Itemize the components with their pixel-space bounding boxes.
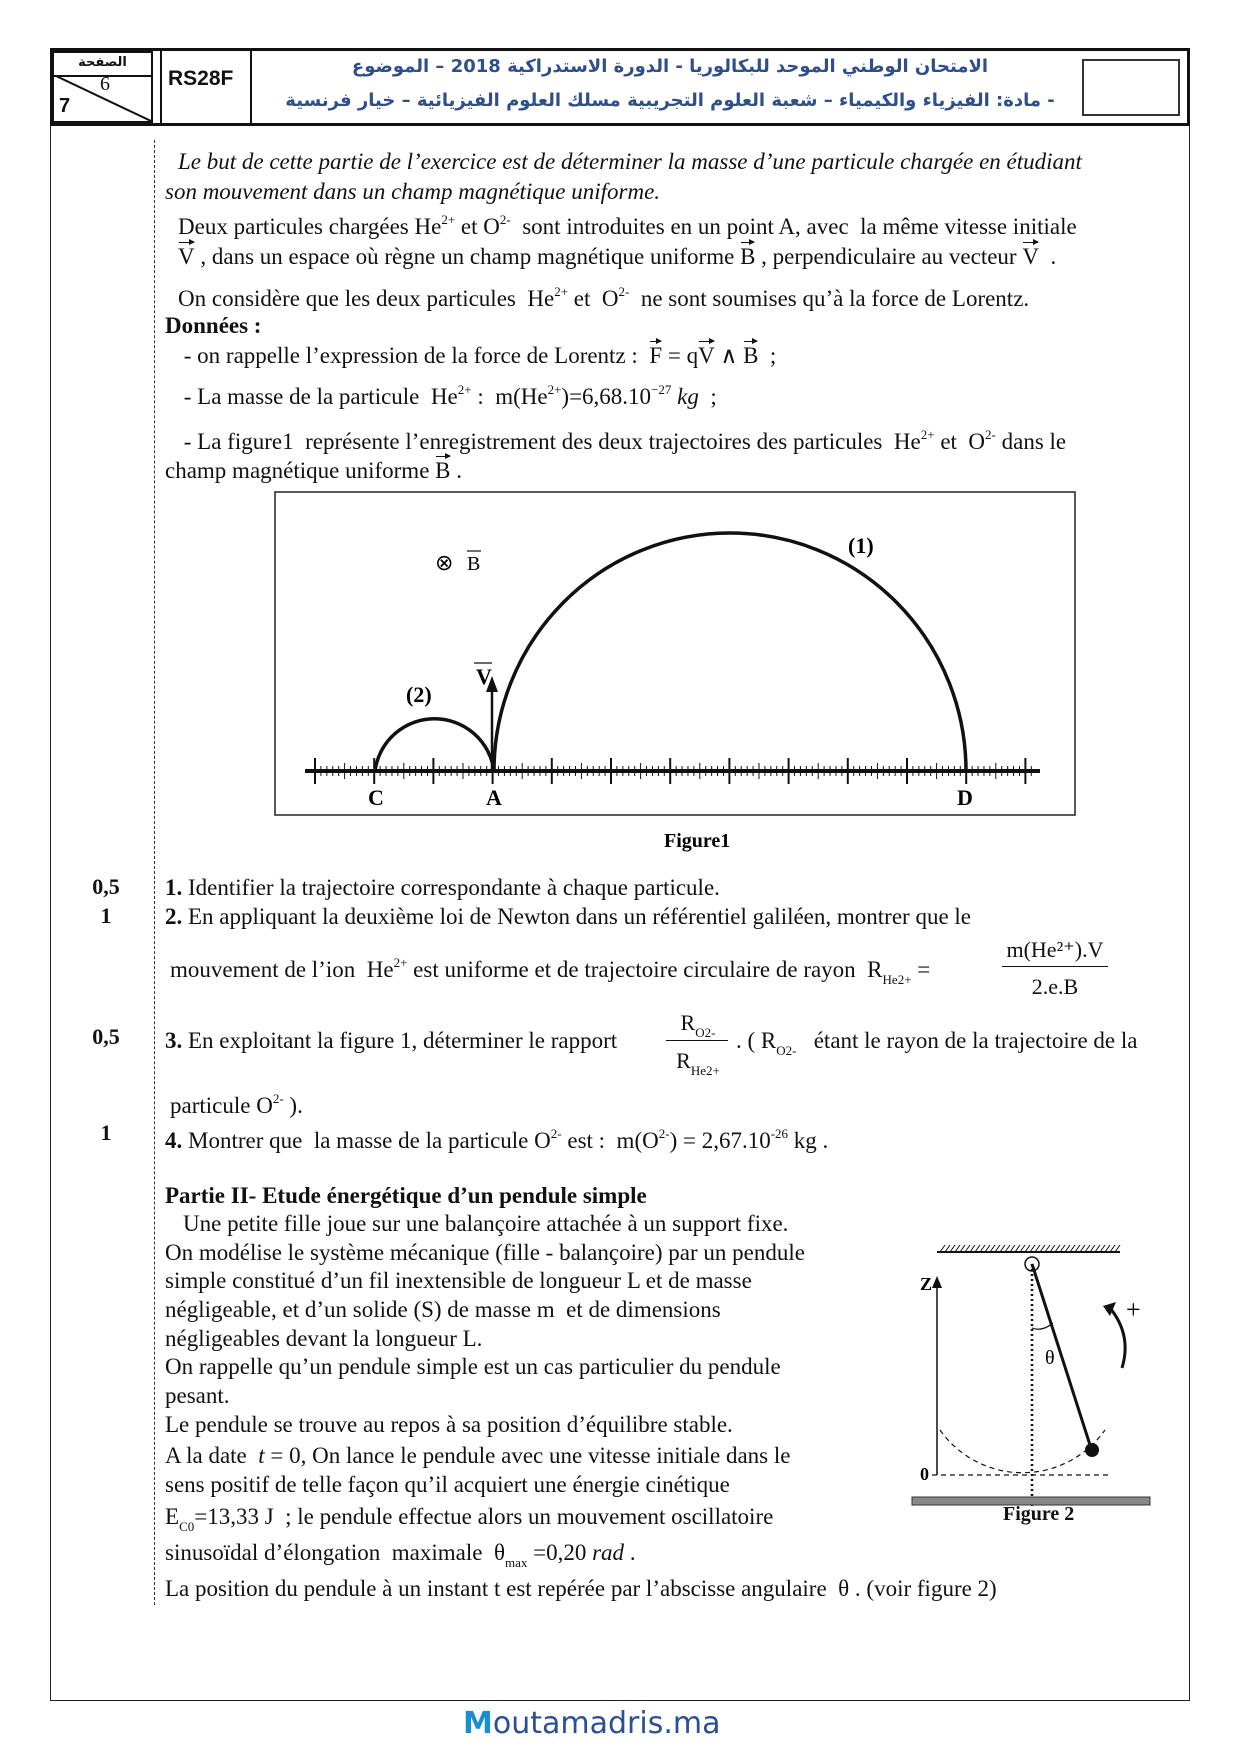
q2-fraction-numerator: m(He²⁺).V (1006, 937, 1104, 962)
text-line (165, 1241, 805, 1264)
figure2-pendulum (900, 1240, 1160, 1530)
hatch-mark (960, 1245, 965, 1252)
hatch-mark (1035, 1245, 1040, 1252)
hatch-mark (990, 1245, 995, 1252)
hatch-mark (1055, 1245, 1060, 1252)
text-segment: kg . (788, 1128, 829, 1153)
text-segment: −27 (651, 382, 672, 397)
hatch-mark (975, 1245, 980, 1252)
text-segment: Le pendule se trouve au repos à sa position d’équilibre stable. (165, 1412, 733, 1437)
text-line (165, 1384, 230, 1407)
text-segment: 2- (550, 1126, 562, 1141)
text-segment: et O (568, 286, 619, 311)
text-segment: 2. (165, 904, 183, 929)
text-line (165, 1029, 617, 1052)
exam-code: RS28F (160, 51, 252, 123)
point-C: C (368, 785, 384, 810)
text-segment: . (450, 458, 463, 483)
text-segment: - La figure1 représente l’enregistrement des deux trajectoires des particules He (178, 429, 921, 454)
hatch-mark (1060, 1245, 1065, 1252)
positive-direction-arrow (1110, 1308, 1125, 1368)
vector-symbol: F (649, 343, 663, 368)
text-segment: 2- (272, 1091, 284, 1106)
q2-fraction-denominator: 2.e.B (1031, 974, 1079, 999)
text-segment: ; (698, 384, 717, 409)
exam-title-line1: الامتحان الوطني الموحد للبكالوريا - الدورة الاستدراكية 2018 – الموضوع (351, 56, 989, 77)
text-segment: , perpendiculaire au vecteur (755, 244, 1023, 269)
vector-symbol: B (743, 343, 759, 368)
text-line (165, 1327, 482, 1350)
text-segment: : m(He (471, 384, 548, 409)
label-V: V (476, 664, 492, 689)
positive-sign: + (1126, 1295, 1141, 1324)
hatch-mark (1000, 1245, 1005, 1252)
text-segment: - La masse de la particule He (178, 384, 458, 409)
text-segment: 2+ (457, 382, 472, 397)
text-segment: particule O (170, 1093, 273, 1118)
footer-logo (463, 1706, 720, 1741)
trajectory-2 (375, 719, 494, 771)
hatch-mark (945, 1245, 950, 1252)
hatch-mark (1090, 1245, 1095, 1252)
hatch-mark (1050, 1245, 1055, 1252)
text-segment: 2+ (920, 427, 935, 442)
text-segment: ne sont soumises qu’à la force de Lorentz. (629, 286, 1030, 311)
hatch-mark (985, 1245, 990, 1252)
text-segment: Données : (165, 313, 262, 338)
q3-fraction-numerator (668, 1010, 728, 1041)
z-axis-label: Z (920, 1274, 933, 1294)
text-line (165, 1269, 752, 1292)
hatch-mark (1040, 1245, 1045, 1252)
text-segment: 4. (165, 1128, 183, 1153)
text-segment: t (258, 1443, 265, 1468)
text-segment: 2- (658, 1126, 670, 1141)
pendulum-string (1032, 1264, 1090, 1445)
text-segment: sens positif de telle façon qu’il acquiert une énergie cinétique (165, 1472, 730, 1497)
q3-num-r: R (680, 1010, 696, 1035)
text-line (165, 1541, 636, 1569)
logo-initial: M (463, 1706, 493, 1741)
text-line (165, 1127, 828, 1152)
q3-den-r: R (676, 1048, 691, 1073)
hatch-mark (1075, 1245, 1080, 1252)
hatch-mark (970, 1245, 975, 1252)
text-segment: . (624, 1540, 636, 1565)
text-segment: sont introduites en un point A, avec la même vitesse initiale (510, 214, 1077, 239)
text-segment: est uniforme et de trajectoire circulaire de rayon R (407, 957, 883, 982)
hatch-mark (1005, 1245, 1010, 1252)
text-segment: Deux particules chargées He (178, 214, 442, 239)
hatch-mark (995, 1245, 1000, 1252)
label-trajectory-2: (2) (406, 682, 432, 707)
text-segment: =0,20 (527, 1540, 593, 1565)
text-segment: )=6,68.10 (561, 384, 652, 409)
text-segment: = q (662, 343, 699, 368)
text-segment: A la date (165, 1443, 259, 1468)
text-segment: simple constitué d’un fil inextensible de longueur L et de masse (165, 1268, 752, 1293)
point-A: A (486, 785, 502, 810)
figure2-caption: Figure 2 (1003, 1503, 1075, 1525)
vector-symbol: V (1022, 244, 1039, 269)
q3-fraction-bar (666, 1040, 728, 1041)
text-segment: -26 (770, 1126, 789, 1141)
text-segment: son mouvement dans un champ magnétique uniforme. (165, 179, 661, 204)
hatch-mark (940, 1245, 945, 1252)
text-segment: max (504, 1555, 528, 1570)
text-line (170, 956, 930, 986)
hatch-mark (955, 1245, 960, 1252)
text-segment: . (1038, 244, 1057, 269)
field-symbol: ⊗ (435, 550, 454, 575)
text-segment: étant le rayon de la trajectoire de la (796, 1028, 1138, 1053)
text-line (736, 1029, 1137, 1057)
trajectory-1 (494, 533, 966, 771)
hatch-mark (1015, 1245, 1020, 1252)
vector-symbol: V (178, 244, 195, 269)
hatch-mark (1110, 1245, 1115, 1252)
text-segment: négligeables devant la longueur L. (165, 1326, 483, 1351)
text-segment: On rappelle qu’un pendule simple est un cas particulier du pendule (165, 1354, 781, 1379)
hatch-mark (1105, 1245, 1110, 1252)
mark-q1: 0,5 (92, 874, 120, 899)
text-segment: champ magnétique uniforme (165, 458, 436, 483)
hatch-mark (950, 1245, 955, 1252)
text-segment: E (165, 1504, 180, 1529)
text-segment: La position du pendule à un instant t est repérée par l’abscisse angulaire θ . (voir figure 2) (165, 1576, 997, 1601)
text-line (165, 1505, 773, 1533)
text-line (183, 1212, 788, 1235)
logo-text: outamadris.ma (492, 1706, 721, 1741)
text-segment: ∧ (714, 343, 744, 368)
support-hatching (940, 1245, 1120, 1252)
hatch-mark (980, 1245, 985, 1252)
text-segment: et O (934, 429, 986, 454)
hatch-mark (1045, 1245, 1050, 1252)
mark-q2: 1 (100, 903, 112, 928)
girl-on-swing (1085, 1443, 1099, 1457)
q3-fraction-denominator (668, 1048, 728, 1079)
hatch-mark (1025, 1245, 1030, 1252)
text-segment: et O (455, 214, 500, 239)
hatch-mark (1065, 1245, 1070, 1252)
text-segment: négligeable, et d’un solide (S) de masse m et de dimensions (165, 1297, 721, 1322)
text-segment: , dans un espace où règne un champ magnétique uniforme (194, 244, 741, 269)
vector-symbol: B (435, 458, 451, 483)
text-segment: Le but de cette partie de l’exercice est de déterminer la masse d’une particule chargée en étudiant (178, 149, 1082, 174)
text-line (165, 1298, 721, 1321)
text-line (165, 905, 971, 928)
hatch-mark (1115, 1245, 1120, 1252)
text-segment: ; (758, 343, 777, 368)
text-segment: sinusoïdal d’élongation maximale θ (165, 1540, 505, 1565)
angle-label: θ (1045, 1347, 1055, 1369)
text-segment: On considère que les deux particules He (178, 286, 555, 311)
exam-title-line2: - مادة: الفيزياء والكيمياء – شعبة العلوم التجريبية مسلك العلوم الفيزيائية – خيار فرنسية (285, 90, 1055, 111)
point-D: D (957, 785, 973, 810)
text-segment: . ( R (736, 1028, 777, 1053)
text-segment: 2- (499, 212, 511, 227)
hatch-mark (965, 1245, 970, 1252)
z-axis-arrowhead (932, 1276, 942, 1288)
text-segment: He2+ (882, 972, 912, 987)
trajectory-arc (940, 1430, 1105, 1473)
text-segment: = (911, 957, 931, 982)
hatch-mark (1080, 1245, 1085, 1252)
text-segment: - on rappelle l’expression de la force de Lorentz : (178, 343, 650, 368)
page-label: الصفحة (54, 53, 151, 77)
text-segment: Montrer que la masse de la particule O (182, 1128, 551, 1153)
text-segment: 2+ (441, 212, 456, 227)
mark-q4: 1 (100, 1120, 112, 1145)
text-segment: O2- (776, 1043, 797, 1058)
text-segment: On modélise le système mécanique (fille - balançoire) par un pendule (165, 1240, 805, 1265)
text-segment: Une petite fille joue sur une balançoire attachée à un support fixe. (183, 1211, 789, 1236)
text-segment: Identifier la trajectoire correspondante à chaque particule. (182, 875, 720, 900)
hatch-mark (1100, 1245, 1105, 1252)
text-line (165, 1473, 730, 1496)
text-segment: 1. (165, 875, 183, 900)
text-segment: est : m(O (561, 1128, 659, 1153)
hatch-mark (1030, 1245, 1035, 1252)
text-segment: ) = 2,67.10 (669, 1128, 771, 1153)
text-segment: kg (677, 384, 699, 409)
text-line (165, 1577, 997, 1600)
text-line (165, 1413, 733, 1436)
mark-q3: 0,5 (92, 1024, 120, 1049)
text-segment: pesant. (165, 1383, 230, 1408)
vector-symbol: B (740, 244, 756, 269)
text-line (170, 1092, 303, 1117)
text-segment: ). (283, 1093, 303, 1118)
text-segment: = 0, On lance le pendule avec une vitesse initiale dans le (264, 1443, 791, 1468)
origin-label: 0 (920, 1464, 929, 1484)
hatch-mark (1010, 1245, 1015, 1252)
q3-num-sub: O2- (695, 1025, 716, 1040)
text-segment: 3. (165, 1028, 183, 1053)
text-line (165, 1184, 647, 1207)
text-segment: Partie II- Etude énergétique d’un pendule simple (165, 1183, 647, 1208)
text-segment: 2+ (393, 955, 408, 970)
page-current: 6 (100, 73, 110, 95)
text-segment: rad (592, 1540, 625, 1565)
label-trajectory-1: (1) (848, 533, 874, 558)
hatch-mark (1095, 1245, 1100, 1252)
text-segment: 2+ (547, 382, 562, 397)
text-segment: C0 (179, 1519, 195, 1534)
text-line (165, 1355, 781, 1378)
q3-den-sub: He2+ (690, 1063, 720, 1078)
hatch-mark (1085, 1245, 1090, 1252)
text-segment: 2- (985, 427, 996, 442)
text-segment: =13,33 J ; le pendule effectue alors un mouvement oscillatoire (194, 1504, 774, 1529)
label-B: B (467, 553, 481, 575)
page-total: 7 (59, 95, 71, 117)
text-segment: mouvement de l’ion He (170, 957, 394, 982)
figure1-caption: Figure1 (664, 830, 731, 852)
hatch-mark (1020, 1245, 1025, 1252)
vector-symbol: V (698, 343, 715, 368)
text-segment: En appliquant la deuxième loi de Newton dans un référentiel galiléen, montrer que le (182, 904, 971, 929)
text-segment: 2+ (554, 284, 569, 299)
text-segment: dans le (995, 429, 1067, 454)
text-segment: 2- (618, 284, 630, 299)
text-line (165, 1444, 790, 1467)
hatch-mark (1070, 1245, 1075, 1252)
q2-fraction-bar (1002, 966, 1108, 967)
text-segment: En exploitant la figure 1, déterminer le rapport (182, 1028, 618, 1053)
